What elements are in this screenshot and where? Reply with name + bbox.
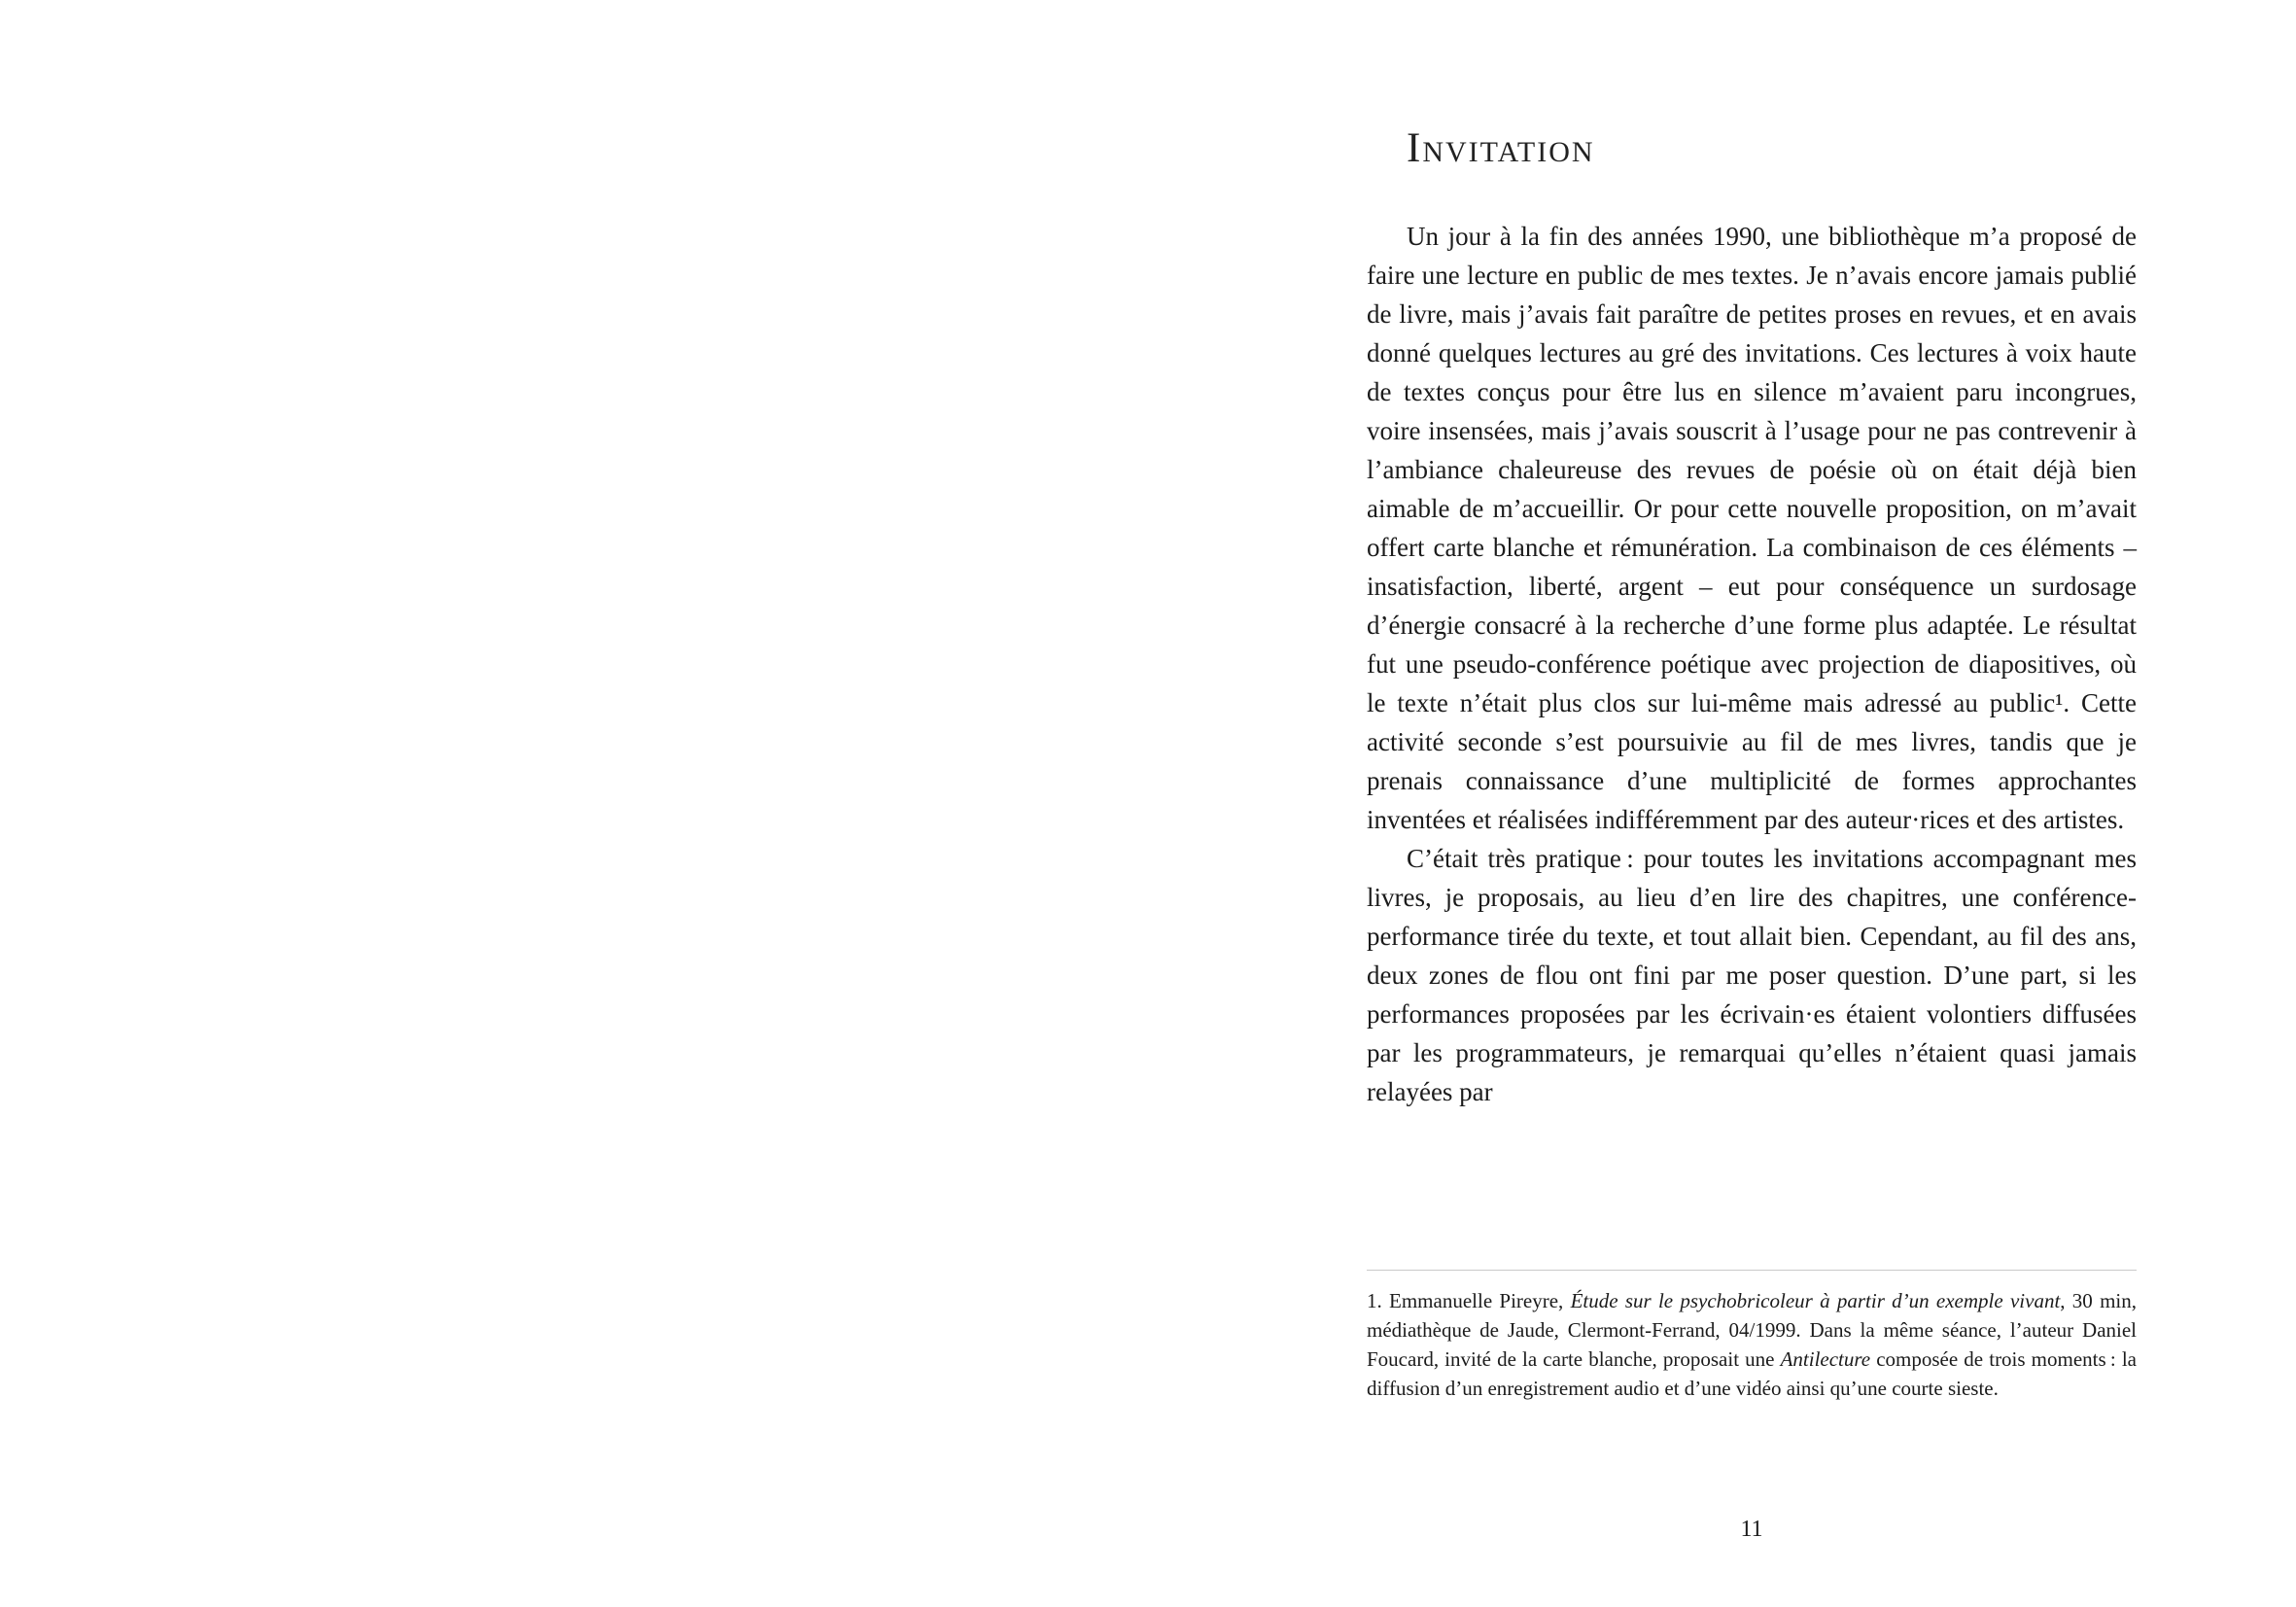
footnote-segment-plain: , 30 min, médiathèque de Jaude, Clermont-Ferrand, 04/1999. Dans la même séance, l’auteur Daniel Foucard, invité de la carte blanche, proposait une bbox=[1367, 1289, 2137, 1371]
footnote-segment-work-title: Antilecture bbox=[1780, 1347, 1871, 1371]
footnote-divider bbox=[1367, 1270, 2137, 1271]
footnote-text bbox=[1367, 1286, 2137, 1403]
body-paragraph-1: Un jour à la fin des années 1990, une bibliothèque m’a proposé de faire une lecture en public de mes textes. Je n’avais encore jamais publié de livre, mais j’avais fait paraître de petites proses en revues, et en avais donné quelques lectures au gré des invitations. Ces lectures à voix haute de textes conçus pour être lus en silence m’avaient paru incongrues, voire insensées, mais j’avais souscrit à l’usage pour ne pas contrevenir à l’ambiance chaleureuse des revues de poésie où on était déjà bien aimable de m’accueillir. Or pour cette nouvelle proposition, on m’avait offert carte blanche et rémunération. La combinaison de ces éléments – insatisfaction, liberté, argent – eut pour conséquence un surdosage d’énergie consacré à la recherche d’une forme plus adaptée. Le résultat fut une pseudo-conférence poétique avec projection de diapositives, où le texte n’était plus clos sur lui-même mais adressé au public¹. Cette activité seconde s’est poursuivie au fil de mes livres, tandis que je prenais connaissance d’une multiplicité de formes approchantes inventées et réalisées indifféremment par des auteur·rices et des artistes. bbox=[1367, 222, 2137, 834]
footnote-segment-work-title: Étude sur le psychobricoleur à partir d’un exemple vivant bbox=[1570, 1289, 2061, 1312]
footnote-segment-plain: 1. Emmanuelle Pireyre, bbox=[1367, 1289, 1571, 1312]
text-column bbox=[1367, 124, 2137, 1111]
page-number: 11 bbox=[1740, 1517, 1763, 1542]
chapter-title: Invitation bbox=[1407, 125, 1595, 171]
footnote-segment-plain: composée de trois moments : la diffusion d’un enregistrement audio et d’une vidéo ainsi qu’une courte sieste. bbox=[1367, 1347, 2137, 1400]
footnote-block bbox=[1367, 1270, 2137, 1403]
body-paragraph-2: C’était très pratique : pour toutes les invitations accompagnant mes livres, je proposais, au lieu d’en lire des chapitres, une conférence-performance tirée du texte, et tout allait bien. Cependant, au fil des ans, deux zones de flou ont fini par me poser question. D’une part, si les performances proposées par les écrivain·es étaient volontiers diffusées par les programmateurs, je remarquai qu’elles n’étaient quasi jamais relayées par bbox=[1367, 844, 2137, 1106]
